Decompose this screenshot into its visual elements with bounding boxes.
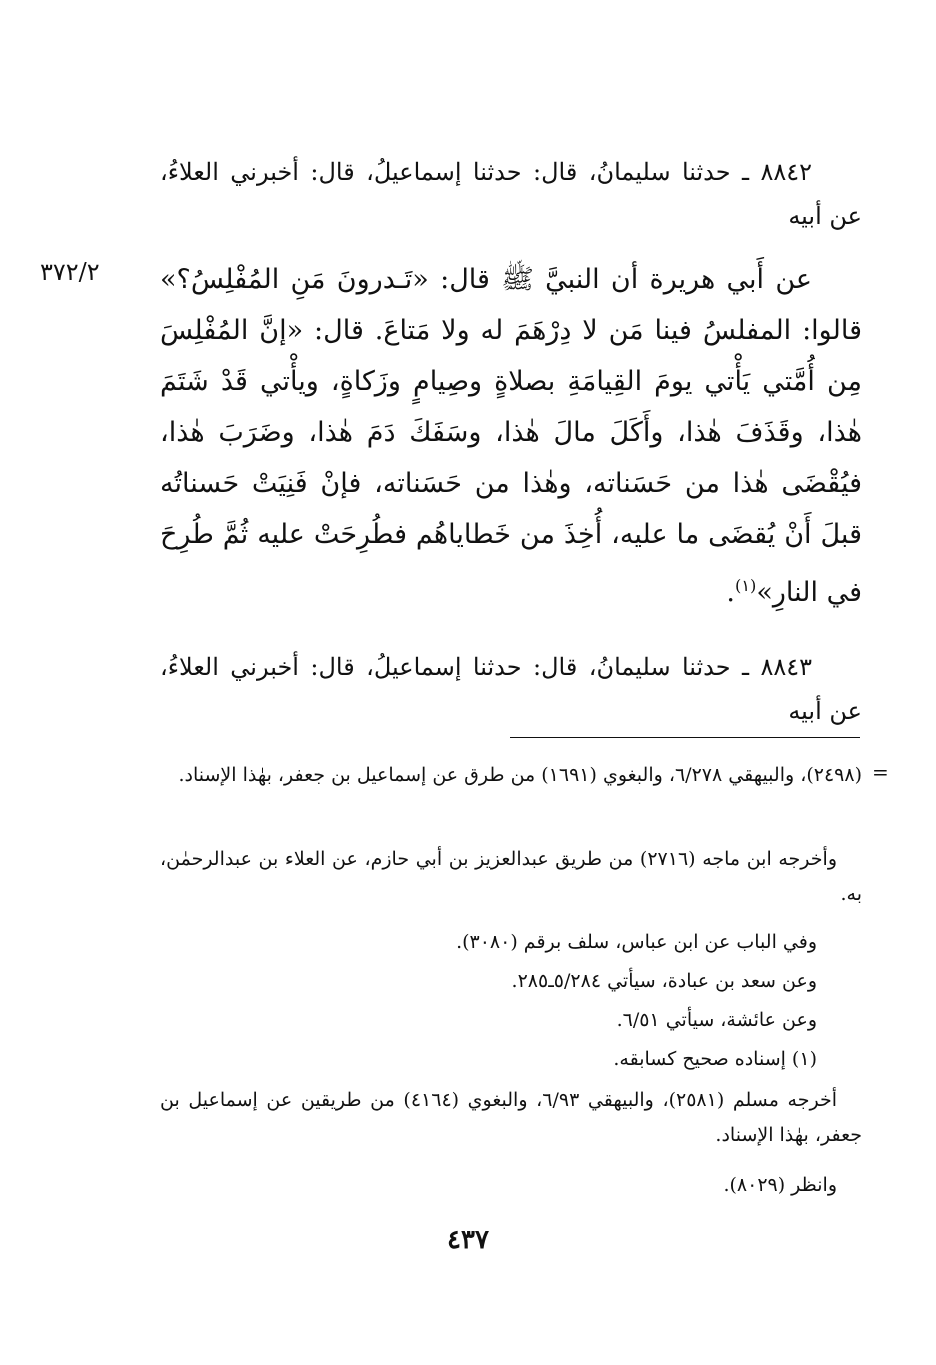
footnote-line: وعن سعد بن عبادة، سيأتي ٥/٢٨٤ـ٢٨٥. [511,970,817,992]
footnote-line: (١) إسناده صحيح كسابقه. [613,1048,817,1070]
hadith-end-mark: . [726,577,735,608]
hadith-body: عن أَبي هريرة أن النبيَّ ﷺ قال: «تَـدرونَ مَنِ المُفْلِسُ؟» قالوا: المفلسُ فينا مَن لا دِرْهَمَ له ولا مَتاعَ. قال: «إنَّ المُفْلِسَ مِن أُمَّتي يَأْتي يومَ القِيامَةِ بصلاةٍ وصِيامٍ وزَكاةٍ، ويأْتي قَدْ شَتَمَ هٰذا، وقَذَفَ هٰذا، وأَكَلَ مالَ هٰذا، وسَفَكَ دَمَ هٰذا، وضَرَبَ هٰذا، فيُقْضَى هٰذا من حَسَناته، وهٰذا من حَسَناته، فإنْ فَنِيَتْ حَسناتُه قبلَ أَنْ يُقضَى ما عليه، أُخِذَ من خَطاياهُم فطُرِحَتْ عليه ثُمَّ طُرِحَ في النارِ» [160,264,862,608]
footnote-line: أخرجه مسلم (٢٥٨١)، والبيهقي ٦/٩٣، والبغوي (٤١٦٤) من طريقين عن إسماعيل بن جعفر، بهٰذا الإسناد. [160,1089,862,1146]
footnote-line: (٢٤٩٨)، والبيهقي ٦/٢٧٨، والبغوي (١٦٩١) من طرق عن إسماعيل بن جعفر، بهٰذا الإسناد. [178,764,862,786]
footnote-line: وعن عائشة، سيأتي ٦/٥١. [616,1009,817,1031]
page-number: ٤٣٧ [447,1225,489,1255]
margin-reference: ٣٧٢/٢ [40,258,100,286]
footnote-line: وفي الباب عن ابن عباس، سلف برقم (٣٠٨٠). [456,931,817,953]
footnote-line: وانظر (٨٠٢٩). [723,1174,837,1196]
hadith-8842-text [160,254,862,618]
footnote-separator [510,737,860,738]
footnote-line: وأخرجه ابن ماجه (٢٧١٦) من طريق عبدالعزيز بن أبي حازم، عن العلاء بن عبدالرحمٰن، به. [160,848,862,905]
footnote-continuation-mark: = [872,760,889,784]
hadith-8842-chain: ٨٨٤٢ ـ حدثنا سليمانُ، قال: حدثنا إسماعيلُ، قال: أخبرني العلاءُ، عن أبيه [160,158,862,230]
hadith-8843-chain: ٨٨٤٣ ـ حدثنا سليمانُ، قال: حدثنا إسماعيلُ، قال: أخبرني العلاءُ، عن أبيه [160,653,862,725]
footnote-marker[interactable]: (١) [734,576,757,595]
